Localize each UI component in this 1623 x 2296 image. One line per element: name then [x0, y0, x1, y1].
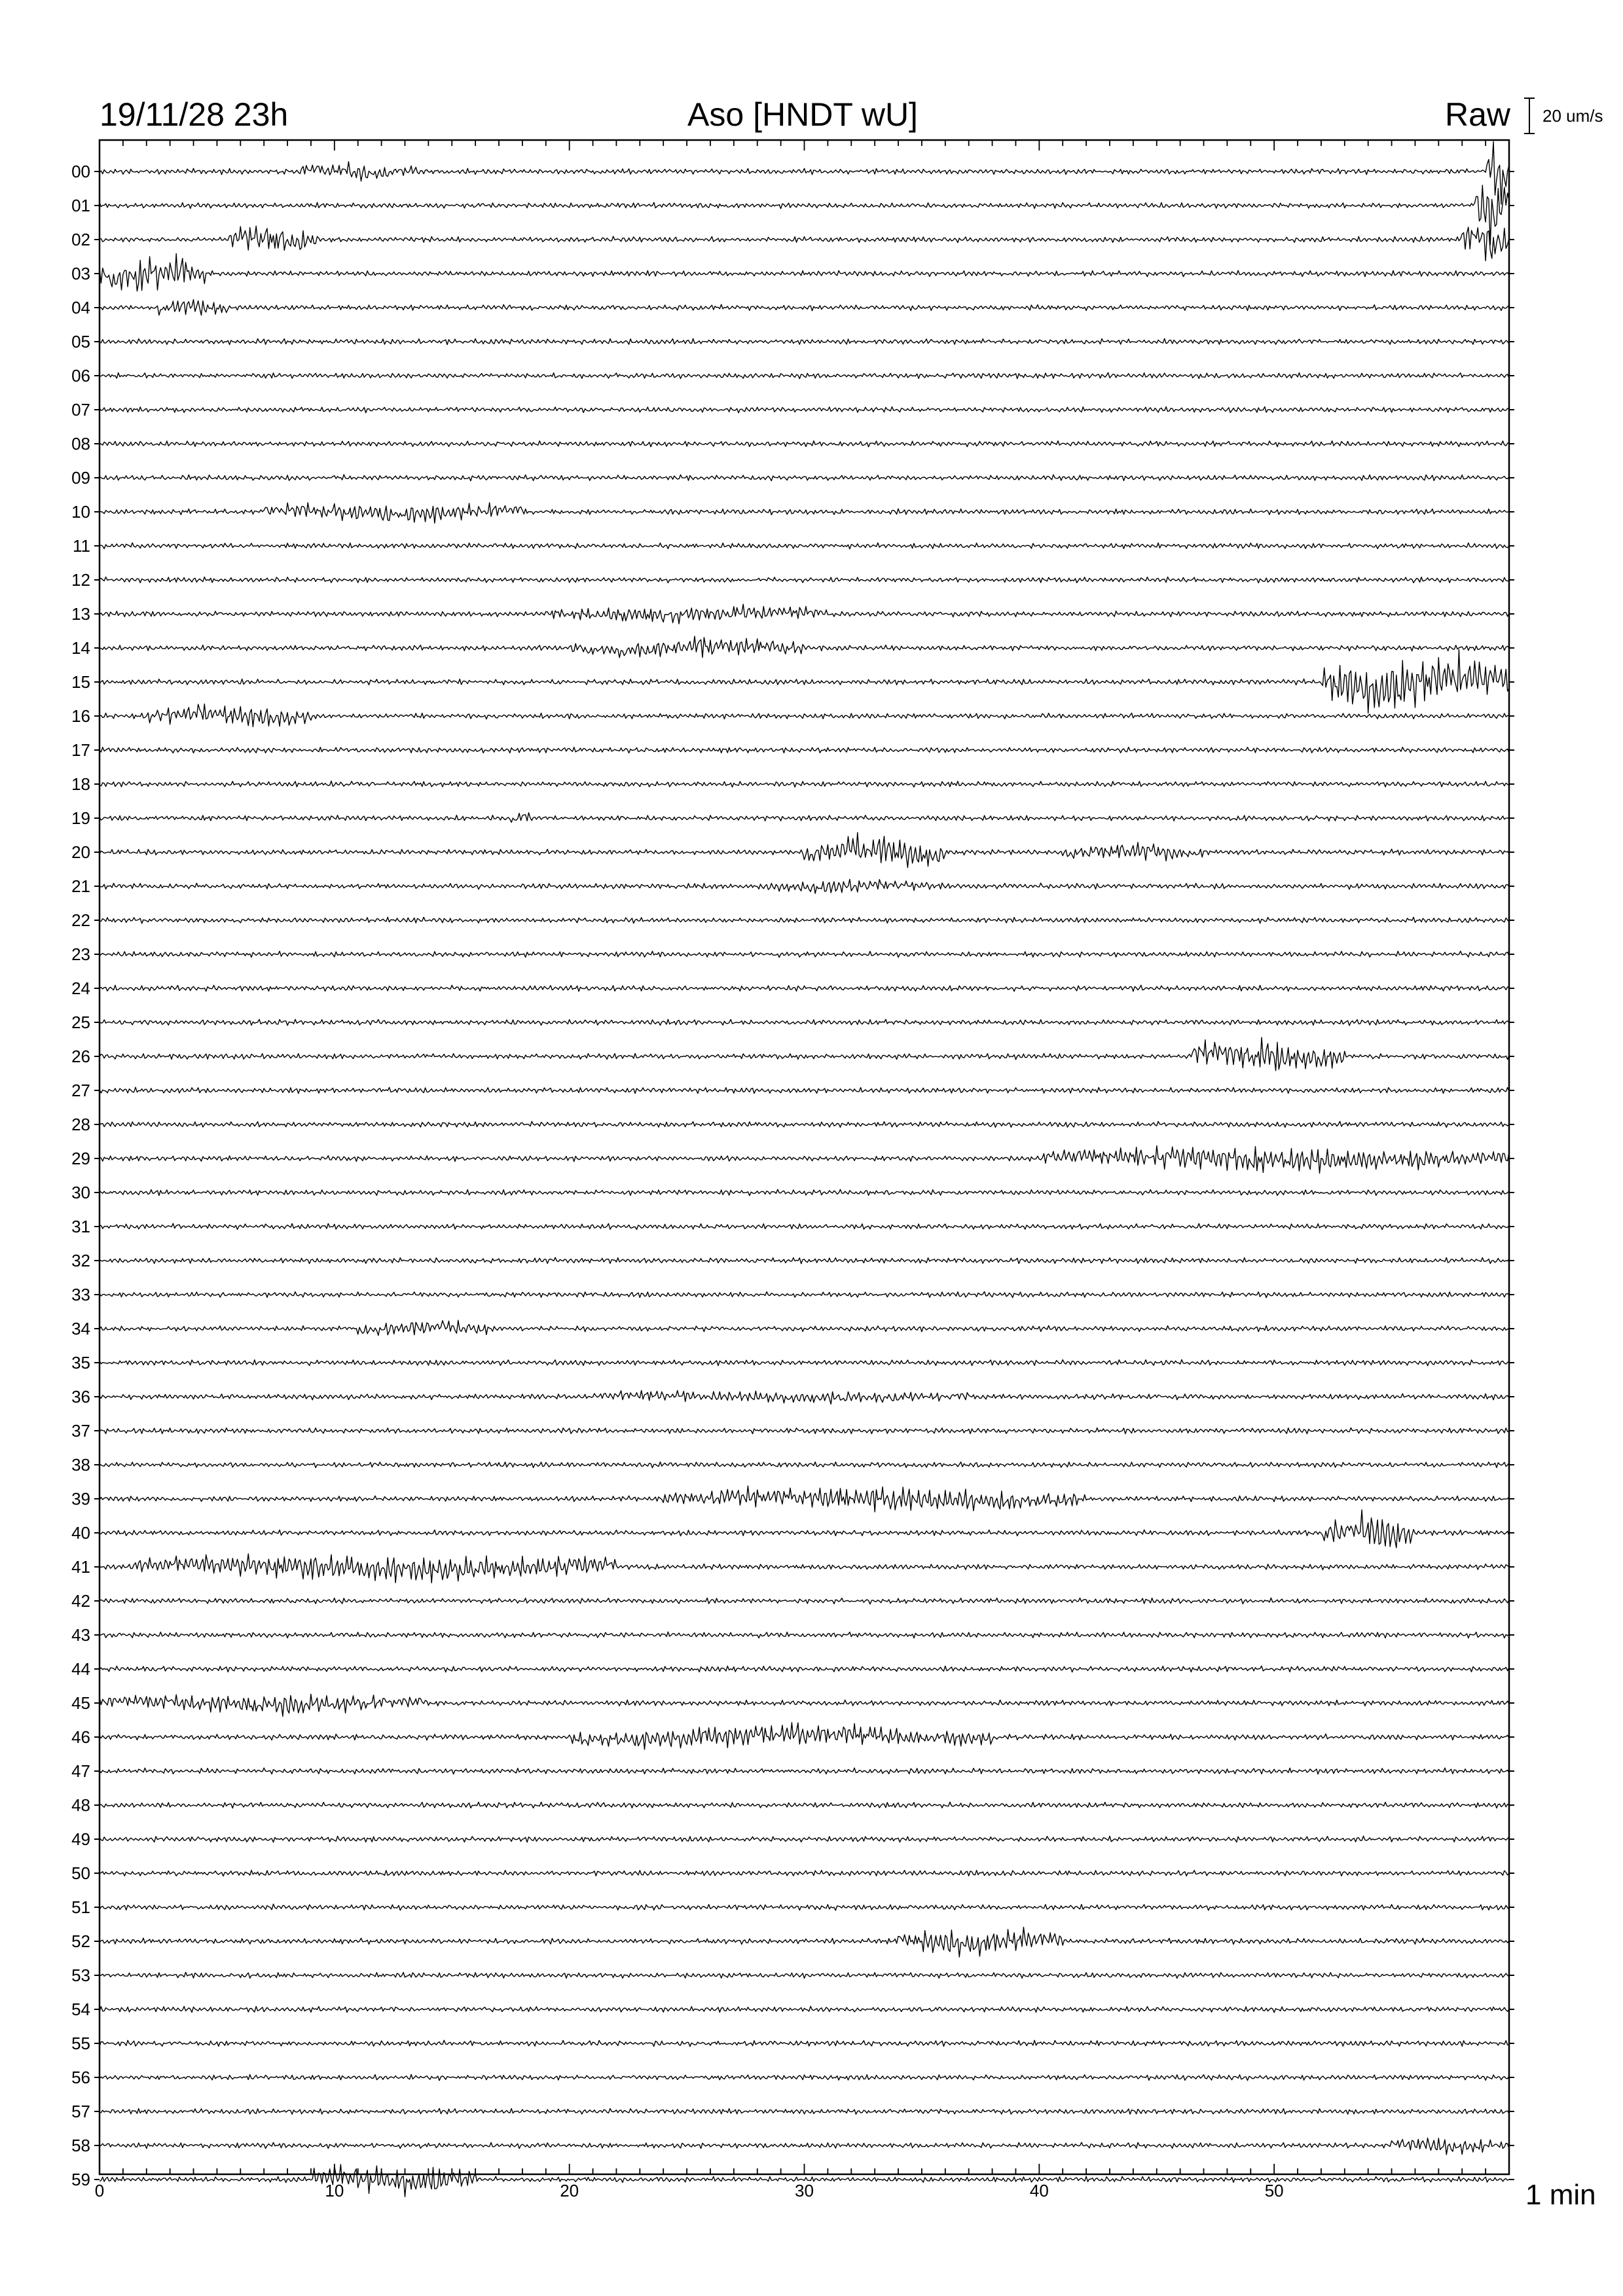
- trace-38: [100, 1462, 1509, 1468]
- trace-08: [100, 441, 1509, 447]
- row-label-18: 18: [71, 774, 90, 794]
- trace-05: [100, 338, 1509, 344]
- trace-34: [100, 1320, 1509, 1335]
- row-label-32: 32: [71, 1251, 90, 1270]
- row-label-23: 23: [71, 944, 90, 964]
- row-label-39: 39: [71, 1489, 90, 1509]
- x-axis-unit: 1 min: [1525, 2179, 1596, 2211]
- trace-23: [100, 951, 1509, 958]
- row-label-41: 41: [71, 1557, 90, 1577]
- row-label-36: 36: [71, 1387, 90, 1407]
- trace-04: [100, 300, 1509, 315]
- trace-07: [100, 406, 1509, 412]
- trace-54: [100, 2006, 1509, 2013]
- trace-20: [100, 833, 1509, 868]
- trace-32: [100, 1257, 1509, 1263]
- row-label-50: 50: [71, 1863, 90, 1883]
- station-title: Aso [HNDT wU]: [687, 96, 918, 133]
- trace-36: [100, 1390, 1509, 1404]
- trace-33: [100, 1292, 1509, 1298]
- row-label-22: 22: [71, 910, 90, 930]
- data-mode: Raw: [1444, 96, 1510, 133]
- trace-42: [100, 1598, 1509, 1604]
- row-label-34: 34: [71, 1319, 90, 1338]
- row-label-16: 16: [71, 706, 90, 726]
- trace-44: [100, 1666, 1509, 1672]
- row-label-17: 17: [71, 740, 90, 760]
- row-label-19: 19: [71, 808, 90, 828]
- row-label-01: 01: [71, 196, 90, 215]
- trace-48: [100, 1802, 1509, 1808]
- trace-55: [100, 2040, 1509, 2046]
- row-label-24: 24: [71, 978, 90, 998]
- row-label-48: 48: [71, 1795, 90, 1815]
- trace-01: [100, 185, 1509, 245]
- trace-12: [100, 577, 1509, 583]
- row-label-30: 30: [71, 1183, 90, 1202]
- trace-41: [100, 1554, 1509, 1583]
- row-label-12: 12: [71, 570, 90, 590]
- row-label-09: 09: [71, 468, 90, 488]
- trace-51: [100, 1904, 1509, 1910]
- row-label-37: 37: [71, 1421, 90, 1441]
- axis-labels: [71, 162, 1284, 2200]
- trace-18: [100, 781, 1509, 787]
- trace-25: [100, 1020, 1509, 1026]
- row-label-26: 26: [71, 1047, 90, 1066]
- row-label-28: 28: [71, 1115, 90, 1134]
- trace-37: [100, 1428, 1509, 1434]
- trace-30: [100, 1189, 1509, 1195]
- trace-19: [100, 813, 1509, 823]
- trace-27: [100, 1087, 1509, 1093]
- trace-11: [100, 543, 1509, 549]
- trace-28: [100, 1121, 1509, 1127]
- x-tick-label-20: 20: [560, 2181, 579, 2200]
- x-tick-label-10: 10: [325, 2181, 344, 2200]
- row-label-56: 56: [71, 2068, 90, 2087]
- scale-bar-label: 20 um/s: [1542, 106, 1603, 126]
- trace-47: [100, 1768, 1509, 1774]
- trace-49: [100, 1836, 1509, 1842]
- trace-46: [100, 1723, 1509, 1749]
- traces: [100, 141, 1509, 2197]
- trace-00: [100, 141, 1509, 204]
- trace-53: [100, 1972, 1509, 1978]
- x-tick-label-50: 50: [1264, 2181, 1284, 2200]
- row-label-29: 29: [71, 1149, 90, 1168]
- row-label-05: 05: [71, 332, 90, 351]
- trace-57: [100, 2109, 1509, 2115]
- trace-52: [100, 1927, 1509, 1957]
- row-label-14: 14: [71, 638, 90, 658]
- row-label-20: 20: [71, 842, 90, 862]
- trace-58: [100, 2138, 1509, 2155]
- row-label-11: 11: [73, 536, 90, 556]
- scale-bar: [1524, 98, 1535, 134]
- trace-14: [100, 636, 1509, 658]
- row-label-10: 10: [71, 502, 90, 522]
- row-label-45: 45: [71, 1693, 90, 1713]
- row-label-15: 15: [71, 672, 90, 692]
- trace-10: [100, 503, 1509, 523]
- row-label-31: 31: [71, 1217, 90, 1236]
- row-label-08: 08: [71, 434, 90, 454]
- row-label-25: 25: [71, 1013, 90, 1032]
- trace-39: [100, 1486, 1509, 1512]
- row-label-02: 02: [71, 230, 90, 249]
- row-label-58: 58: [71, 2136, 90, 2155]
- x-tick-label-30: 30: [795, 2181, 814, 2200]
- trace-40: [100, 1510, 1509, 1548]
- trace-22: [100, 917, 1509, 924]
- row-label-51: 51: [71, 1897, 90, 1917]
- trace-29: [100, 1146, 1509, 1174]
- trace-09: [100, 475, 1509, 481]
- trace-35: [100, 1359, 1509, 1365]
- trace-56: [100, 2075, 1509, 2081]
- row-label-21: 21: [71, 876, 90, 896]
- row-label-06: 06: [71, 366, 90, 386]
- row-label-00: 00: [71, 162, 90, 181]
- trace-16: [100, 704, 1509, 727]
- trace-17: [100, 747, 1509, 753]
- trace-15: [100, 649, 1509, 713]
- row-label-33: 33: [71, 1285, 90, 1304]
- trace-31: [100, 1223, 1509, 1229]
- row-label-40: 40: [71, 1523, 90, 1543]
- row-label-04: 04: [71, 298, 90, 317]
- trace-45: [100, 1695, 1509, 1717]
- row-label-47: 47: [71, 1761, 90, 1781]
- row-label-54: 54: [71, 2000, 90, 2019]
- row-label-27: 27: [71, 1081, 90, 1100]
- trace-06: [100, 372, 1509, 378]
- trace-03: [100, 254, 1509, 291]
- trace-26: [100, 1037, 1509, 1071]
- row-label-52: 52: [71, 1931, 90, 1951]
- row-label-46: 46: [71, 1727, 90, 1747]
- trace-24: [100, 985, 1509, 992]
- trace-13: [100, 604, 1509, 624]
- row-label-42: 42: [71, 1591, 90, 1611]
- row-label-38: 38: [71, 1455, 90, 1475]
- row-label-43: 43: [71, 1625, 90, 1645]
- row-label-44: 44: [71, 1659, 90, 1679]
- trace-43: [100, 1632, 1509, 1638]
- trace-02: [100, 226, 1509, 261]
- row-label-13: 13: [71, 604, 90, 624]
- x-tick-label-0: 0: [94, 2181, 105, 2200]
- x-tick-label-40: 40: [1029, 2181, 1049, 2200]
- row-label-35: 35: [71, 1353, 90, 1372]
- trace-21: [100, 879, 1509, 893]
- row-label-03: 03: [71, 264, 90, 283]
- row-label-49: 49: [71, 1829, 90, 1849]
- row-label-57: 57: [71, 2102, 90, 2121]
- trace-50: [100, 1871, 1509, 1876]
- row-label-07: 07: [71, 400, 90, 420]
- row-label-53: 53: [71, 1965, 90, 1985]
- record-datetime: 19/11/28 23h: [100, 96, 289, 133]
- row-label-55: 55: [71, 2034, 90, 2053]
- row-label-59: 59: [71, 2170, 90, 2189]
